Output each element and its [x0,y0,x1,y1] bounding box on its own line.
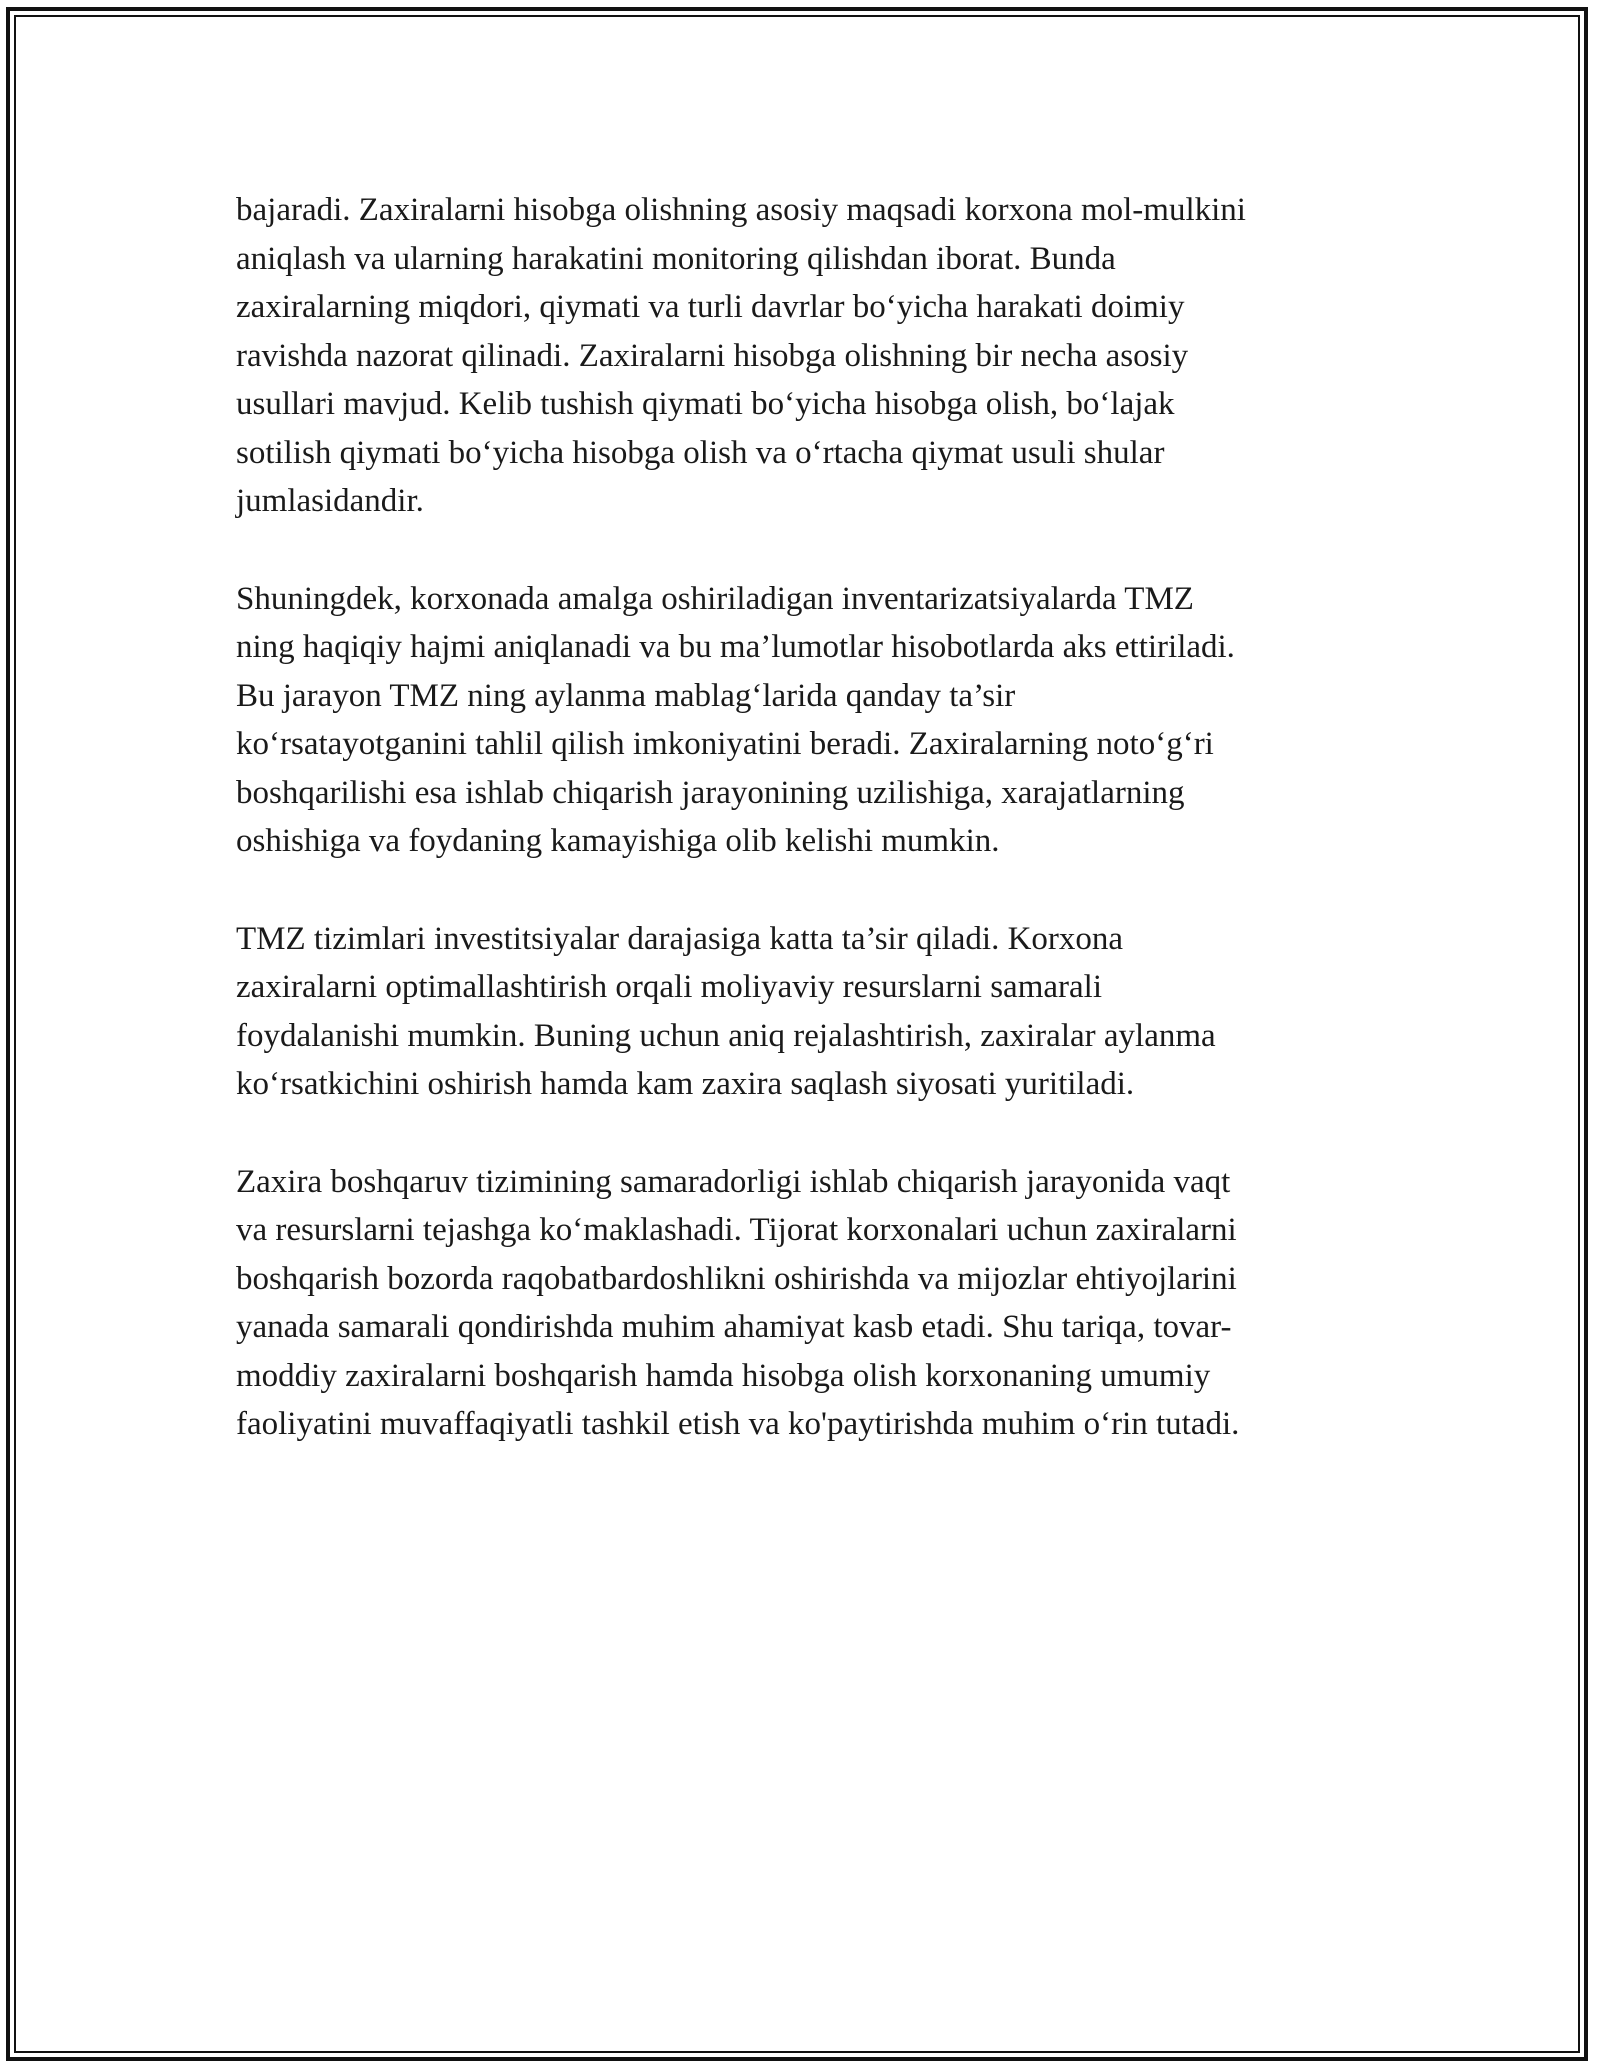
text-line: Zaxira boshqaruv tizimining samaradorligi ishlab chiqarish jarayonida vaqt [236,1163,1231,1200]
paragraph-2 [236,575,1366,866]
text-line: aniqlash va ularning harakatini monitoring qilishdan iborat. Bunda [236,240,1116,277]
paragraph-4 [236,1158,1366,1449]
text-line: faoliyatini muvaffaqiyatli tashkil etish va ko'paytirishda muhim o‘rin tutadi. [236,1406,1240,1442]
paragraph-3 [236,915,1366,1109]
text-line: sotilish qiymati bo‘yicha hisobga olish va o‘rtacha qiymat usuli shular [236,434,1165,471]
text-line: va resurslarni tejashga ko‘maklashadi. Tijorat korxonalari uchun zaxiralarni [236,1212,1237,1248]
text-line: ko‘rsatayotganini tahlil qilish imkoniyatini beradi. Zaxiralarning noto‘g‘ri [236,726,1214,762]
text-line: Shuningdek, korxonada amalga oshiriladigan inventarizatsiyalarda TMZ [236,580,1194,617]
text-line: TMZ tizimlari investitsiyalar darajasiga katta ta’sir qiladi. Korxona [236,920,1124,957]
text-line: bajaradi. Zaxiralarni hisobga olishning asosiy maqsadi korxona mol-mulkini [236,192,1246,228]
text-line: zaxiralarni optimallashtirish orqali moliyaviy resurslarni samarali [236,969,1102,1005]
text-line: boshqarilishi esa ishlab chiqarish jarayonining uzilishiga, xarajatlarning [236,774,1185,811]
paragraph-1 [236,186,1366,526]
text-line: zaxiralarning miqdori, qiymati va turli davrlar bo‘yicha harakati doimiy [236,289,1185,325]
text-line: oshishiga va foydaning kamayishiga olib kelishi mumkin. [236,823,1000,859]
text-line: foydalanishi mumkin. Buning uchun aniq rejalashtirish, zaxiralar aylanma [236,1017,1216,1054]
text-line: ravishda nazorat qilinadi. Zaxiralarni hisobga olishning bir necha asosiy [236,337,1189,374]
document-body [236,186,1366,1498]
text-line: Bu jarayon TMZ ning aylanma mablag‘larida qanday ta’sir [236,677,1016,714]
text-line: jumlasidandir. [236,483,424,519]
text-line: ning haqiqiy hajmi aniqlanadi va bu ma’lumotlar hisobotlarda aks ettiriladi. [236,629,1235,665]
text-line: yanada samarali qondirishda muhim ahamiyat kasb etadi. Shu tariqa, tovar- [236,1309,1232,1345]
text-line: boshqarish bozorda raqobatbardoshlikni oshirishda va mijozlar ehtiyojlarini [236,1260,1237,1297]
text-line: moddiy zaxiralarni boshqarish hamda hisobga olish korxonaning umumiy [236,1357,1211,1394]
text-line: ko‘rsatkichini oshirish hamda kam zaxira saqlash siyosati yuritiladi. [236,1066,1135,1102]
text-line: usullari mavjud. Kelib tushish qiymati bo‘yicha hisobga olish, bo‘lajak [236,386,1175,422]
